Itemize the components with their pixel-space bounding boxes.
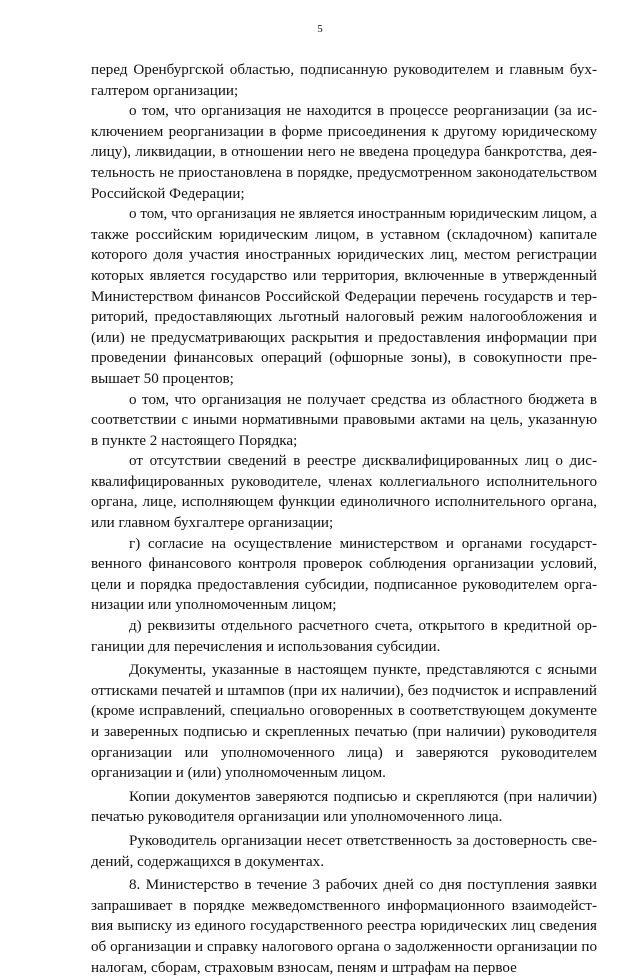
paragraph-disqualified-persons: от отсутствии сведений в реестре дисквалифицированных лиц о дисквалифицированных руководителе, членах коллегиального исполнительного органа, лице, исполняющем функции единоличного исполнительного органа, или главном бухгалтере организации;: [91, 453, 597, 532]
paragraph-budget-funds: о том, что организация не получает средства из областного бюджета в соответствии с иными нормативными правовыми актами на цель, указанную в пункте 2 настоящего Порядка;: [91, 391, 597, 449]
document-body: [91, 60, 597, 978]
paragraph-copies-certification: Копии документов заверяются подписью и скрепляются (при наличии) печатью руководителя организации или уполномоченного лица.: [91, 788, 597, 826]
paragraph-reorganization: о том, что организация не находится в процессе реорганизации (за исключением реорганизации в форме присоединения к другому юридическому лицу), ликвидации, в отношении него не введена процедура банкротства, деятельность не приостановлена в порядке, предусмотренном законодательством Российской Федерации;: [91, 103, 597, 202]
paragraph-foreign-entity: о том, что организация не является иностранным юридическим лицом, а также российским юридическим лицом, в уставном (складочном) капитале которого доля участия иностранных юридических лиц, местом регистрации которых является государство или территория, включенные в утвержденный Министерством финансов Российской Федерации перечень государств и территорий, предоставляющих льготный налоговый режим налогообложения и (или) не предусматривающих раскрытия и предоставления информации при проведении финансовых операций (офшорные зоны), в совокупности превышает 50 процентов;: [91, 206, 597, 387]
paragraph-item-8: 8. Министерство в течение 3 рабочих дней со дня поступления заявки запрашивает в порядке межведомственного информационного взаимодействия выписку из единого государственного реестра юридических лиц сведения об организации и справку налогового органа о задолженности организации по налогам, сборам, страховым взносам, пеням и штрафам на первое: [91, 877, 597, 976]
paragraph-continuation: перед Оренбургской областью, подписанную руководителем и главным бухгалтером организации;: [91, 62, 597, 99]
page-number: 5: [317, 23, 323, 35]
paragraph-documents-requirements: Документы, указанные в настоящем пункте, представляются с ясными оттисками печатей и штампов (при их наличии), без подчисток и исправлений (кроме исправлений, специально оговоренных в соответствующем документе и заверенных подписью и скрепленных печатью (при наличии) руководителя организации или уполномоченного лица) и заверяются руководителем организации и (или) уполномоченным лицом.: [91, 662, 597, 782]
paragraph-responsibility: Руководитель организации несет ответственность за достоверность сведений, содержащихся в документах.: [91, 832, 597, 870]
paragraph-item-g: г) согласие на осуществление министерством и органами государственного финансового контроля проверок соблюдения организации условий, цели и порядка предоставления субсидии, подписанное руководителем организации или уполномоченным лицом;: [91, 535, 597, 614]
paragraph-item-d: д) реквизиты отдельного расчетного счета, открытого в кредитной органиции для перечисления и использования субсидии.: [91, 618, 597, 655]
